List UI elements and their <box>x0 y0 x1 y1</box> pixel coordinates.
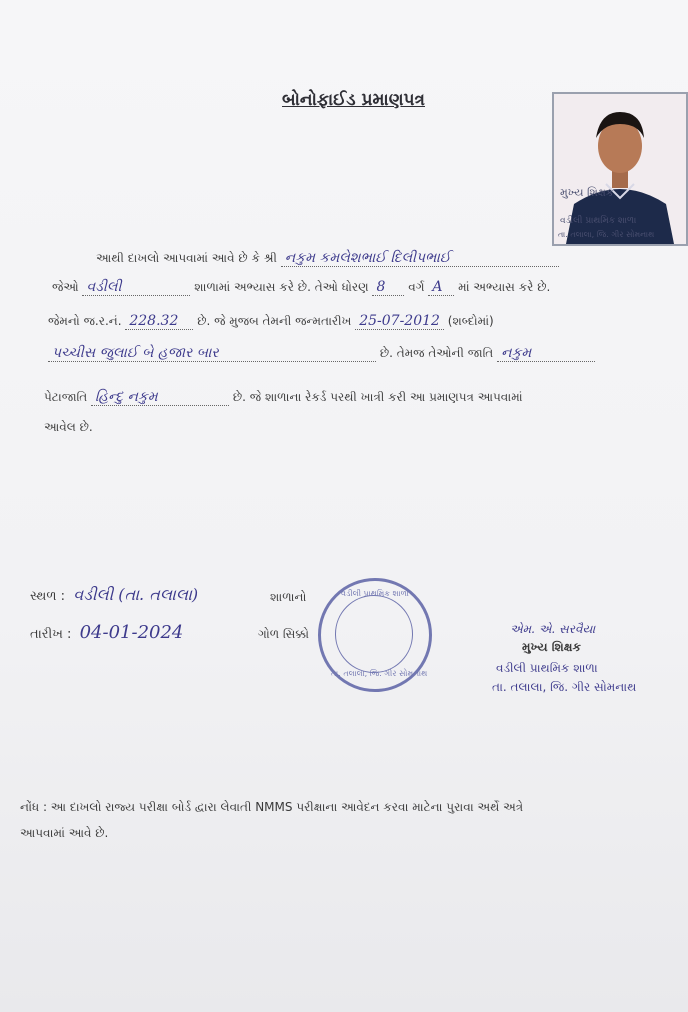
stamp-top-text: વડીલી પ્રાથમિક શાળા <box>341 589 409 598</box>
place-row <box>30 585 202 605</box>
line1-prefix: આથી દાખલો આપવામાં આવે છે કે શ્રી <box>96 251 277 265</box>
gr-number-field: 228.32 <box>125 313 193 330</box>
photo-signature: મુખ્ય શિક્ષક <box>560 186 614 199</box>
school-seal-label: શાળાનો <box>270 590 307 604</box>
line2-mid2: વર્ગ <box>408 280 425 294</box>
standard-field: 8 <box>372 279 404 296</box>
line2-suffix: માં અભ્યાસ કરે છે. <box>458 280 551 294</box>
line5-suffix: છે. જે શાળાના રેકર્ડ પરથી ખાત્રી કરી આ પ્રમાણપત્ર આપવામાં <box>232 390 523 404</box>
photo-stamp-address: તા. તલાલા, જિ. ગીર સોમનાથ <box>558 230 655 239</box>
student-name-field: નકુમ કમલેશભાઈ દિલીપભાઈ <box>281 250 559 267</box>
body-line-5 <box>44 389 523 406</box>
date-label: તારીખ : <box>30 627 72 642</box>
line3-suffix: (શબ્દોમાં) <box>447 314 494 328</box>
school-round-stamp <box>318 578 432 692</box>
body-line-4 <box>48 345 595 362</box>
line4-mid: છે. તેમજ તેઓની જાતિ <box>379 346 494 360</box>
stamp-bottom-text: તા. તલાલા, જિ. ગીર સોમનાથ <box>331 669 428 678</box>
photo-stamp-school: વડીલી પ્રાથમિક શાળા <box>560 216 637 226</box>
division-field: A <box>428 279 454 296</box>
date-row <box>30 622 187 643</box>
birth-date-field: 25-07-2012 <box>355 313 444 330</box>
signatory-signature: એમ. એ. સરવૈયા <box>510 622 596 636</box>
signatory-title: મુખ્ય શિક્ષક <box>522 640 581 654</box>
place-value: વડીલી (તા. તલાલા) <box>73 585 199 604</box>
student-photo <box>552 92 688 246</box>
line2-mid: શાળામાં અભ્યાસ કરે છે. તેઓ ધોરણ <box>194 280 369 294</box>
note-line-2: આપવામાં આવે છે. <box>20 826 109 840</box>
stamp-inner-ring <box>335 595 413 673</box>
date-value: 04-01-2024 <box>79 622 184 643</box>
certificate-title: બોનોફાઈડ પ્રમાણપત્ર <box>282 90 426 110</box>
body-line-3 <box>48 313 494 330</box>
body-line-1 <box>96 250 559 267</box>
seal-label: ગોળ સિક્કો <box>258 627 309 641</box>
birth-date-words-field: પચ્ચીસ જુલાઈ બે હજાર બાર <box>48 345 376 362</box>
place-label: સ્થળ : <box>30 589 66 604</box>
caste-field: નકુમ <box>497 345 595 362</box>
signatory-address: તા. તલાલા, જિ. ગીર સોમનાથ <box>492 680 637 694</box>
line3-mid: છે. જે મુજબ તેમની જન્મતારીખ <box>197 314 352 328</box>
signatory-school: વડીલી પ્રાથમિક શાળા <box>496 661 598 675</box>
school-name-field: વડીલી <box>82 279 190 296</box>
subcaste-field: હિન્દુ નકુમ <box>91 389 229 406</box>
body-line-2 <box>52 279 550 296</box>
line2-prefix: જેઓ <box>52 280 79 294</box>
line5-prefix: પેટાજાતિ <box>44 390 88 404</box>
note-line-1: નોંધ : આ દાખલો રાજ્ય પરીક્ષા બોર્ડ દ્વારા લેવાતી NMMS પરીક્ષાના આવેદન કરવા માટેના પુરાવા અર્થે અત્રે <box>20 800 524 814</box>
body-line-6: આવેલ છે. <box>44 420 93 434</box>
line3-prefix: જેમનો જ.ર.નં. <box>48 314 122 328</box>
